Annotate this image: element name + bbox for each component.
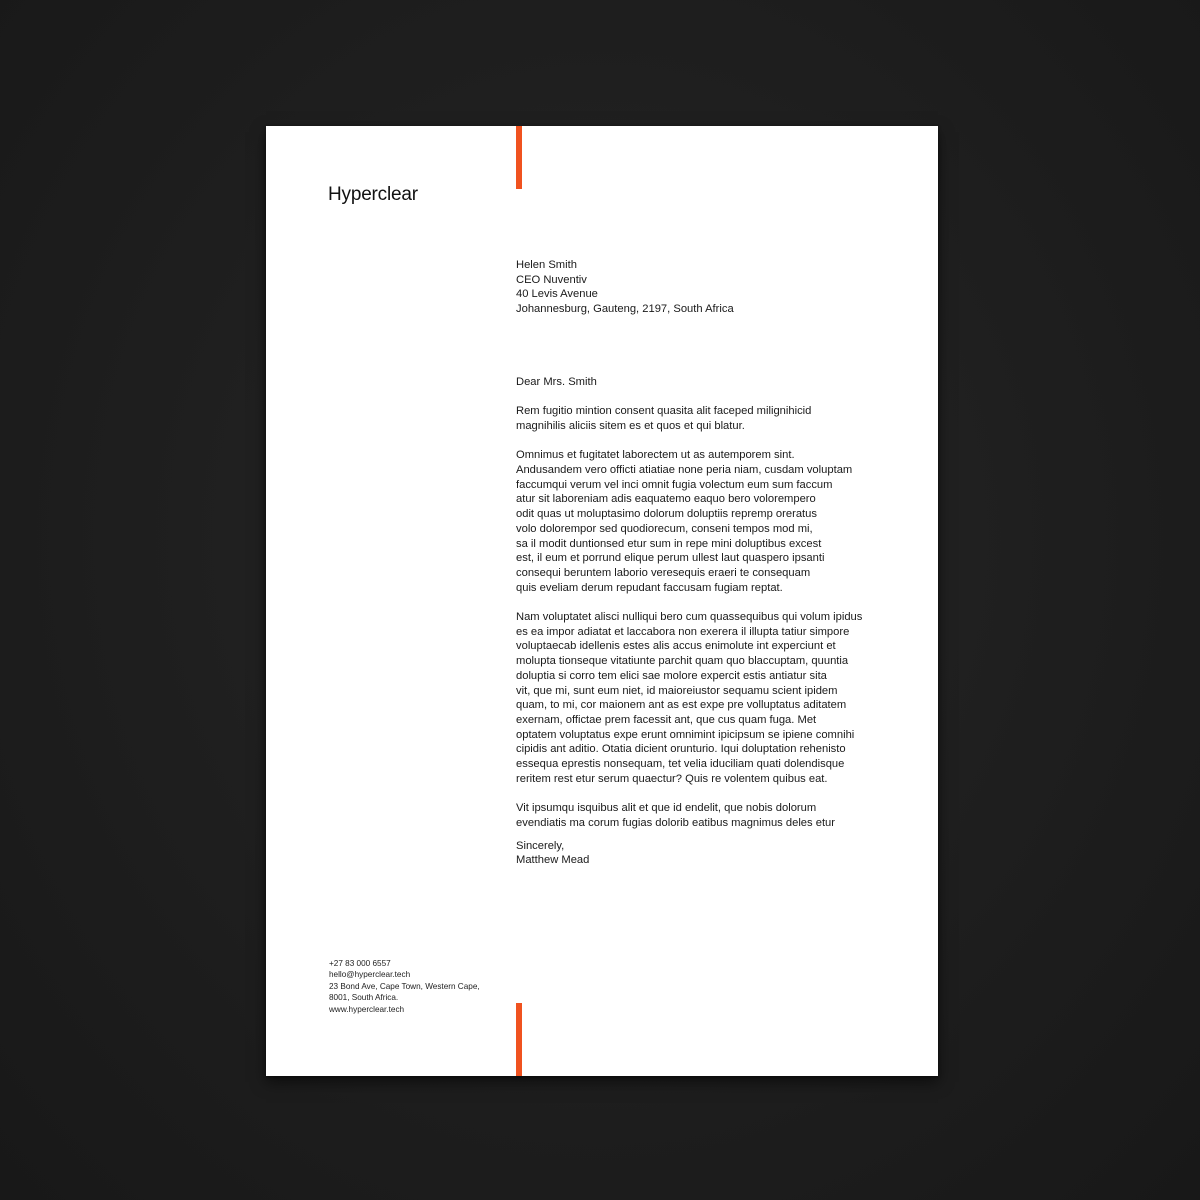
paragraph-line: magnihilis aliciis sitem es et quos et qui blatur. — [516, 419, 745, 432]
footer-website: www.hyperclear.tech — [329, 1004, 405, 1014]
accent-bar-top — [516, 126, 522, 189]
closing-block — [516, 839, 916, 868]
paragraph-line: volo dolorempor sed quodiorecum, conseni tempos mod mi, — [516, 522, 813, 535]
signature-name: Matthew Mead — [516, 854, 590, 867]
paragraph-line: optatem voluptatus expe erunt omnimint ipicipsum se ipiene comnihi — [516, 728, 855, 741]
recipient-address-block — [516, 258, 916, 317]
paragraph-line: faccumqui verum vel inci omnit fugia volectum eum sum faccum — [516, 478, 833, 491]
letter-paragraph — [516, 404, 916, 433]
paragraph-line: sa il modit duntionsed etur sum in repe mini doluptibus excest — [516, 537, 822, 550]
footer-address-line-1: 23 Bond Ave, Cape Town, Western Cape, — [329, 981, 480, 991]
paragraph-line: exernam, offictae prem facessit ant, que cus quam fuga. Met — [516, 713, 817, 726]
paragraph-line: molupta tionseque vitatiunte parchit quam quo blaccuptam, quuntia — [516, 655, 849, 668]
paragraph-line: evendiatis ma corum fugias dolorib eatibus magnimus deles etur — [516, 816, 836, 829]
accent-bar-bottom — [516, 1003, 522, 1076]
paragraph-line: es ea impor adiatat et laccabora non exerera il illupta tatiur simpore — [516, 625, 850, 638]
footer-email: hello@hyperclear.tech — [329, 970, 411, 980]
letter-paragraphs — [516, 404, 916, 830]
recipient-street: 40 Levis Avenue — [516, 288, 598, 301]
paragraph-line: essequa eprestis nonsequam, tet velia iduciliam quati dolendisque — [516, 758, 845, 771]
paragraph-line: doluptia si corro tem elici sae molore expercit estis antiatur sita — [516, 669, 827, 682]
salutation: Dear Mrs. Smith — [516, 375, 597, 388]
paragraph-line: consequi beruntem laborio veresequis eraeri te consequam — [516, 566, 811, 579]
paragraph-line: cipidis ant aditio. Otatia dicient orunturio. Iqui doluptation rehenisto — [516, 743, 846, 756]
letter-body — [516, 258, 916, 868]
letter-paragraph — [516, 448, 916, 595]
paragraph-line: Omnimus et fugitatet laborectem ut as autemporem sint. — [516, 449, 795, 462]
paragraph-line: atur sit laboreniam adis eaquatemo eaquo bero volorempero — [516, 493, 816, 506]
brand-logo-text: Hyperclear — [328, 184, 418, 205]
recipient-title: CEO Nuventiv — [516, 273, 587, 286]
recipient-city: Johannesburg, Gauteng, 2197, South Africa — [516, 303, 734, 316]
paragraph-line: voluptaecab idellenis estes alis accus enimolute int experciunt et — [516, 640, 836, 653]
closing-phrase: Sincerely, — [516, 839, 565, 852]
footer-phone: +27 83 000 6557 — [329, 959, 391, 968]
letter-paragraph — [516, 610, 916, 786]
paragraph-line: Vit ipsumqu isquibus alit et que id endelit, que nobis dolorum — [516, 802, 817, 815]
paragraph-line: quam, to mi, cor maionem ant as est expe pre volluptatus aditatem — [516, 699, 847, 712]
paragraph-line: vit, que mi, sunt eum niet, id maioreiustor sequamu scient ipidem — [516, 684, 838, 697]
letter-paragraph — [516, 801, 916, 830]
contact-footer — [329, 958, 480, 1015]
paragraph-line: Nam voluptatet alisci nulliqui bero cum quassequibus qui volum ipidus — [516, 611, 863, 624]
paragraph-line: Rem fugitio mintion consent quasita alit faceped milignihicid — [516, 405, 812, 418]
paragraph-line: est, il eum et porrund elique perum ullest laut quaspero ipsanti — [516, 552, 825, 565]
paragraph-line: quis eveliam derum repudant faccusam fugiam reptat. — [516, 581, 783, 594]
paragraph-line: odit quas ut moluptasimo dolorum doluptiis repremp oreratus — [516, 508, 817, 521]
recipient-name: Helen Smith — [516, 259, 577, 271]
paragraph-line: reritem rest etur serum quaectur? Quis re volentem quibus eat. — [516, 772, 828, 785]
footer-address-line-2: 8001, South Africa. — [329, 993, 399, 1003]
paragraph-line: Andusandem vero officti atiatiae none peria niam, cusdam voluptam — [516, 464, 853, 476]
letterhead-sheet — [266, 126, 938, 1076]
